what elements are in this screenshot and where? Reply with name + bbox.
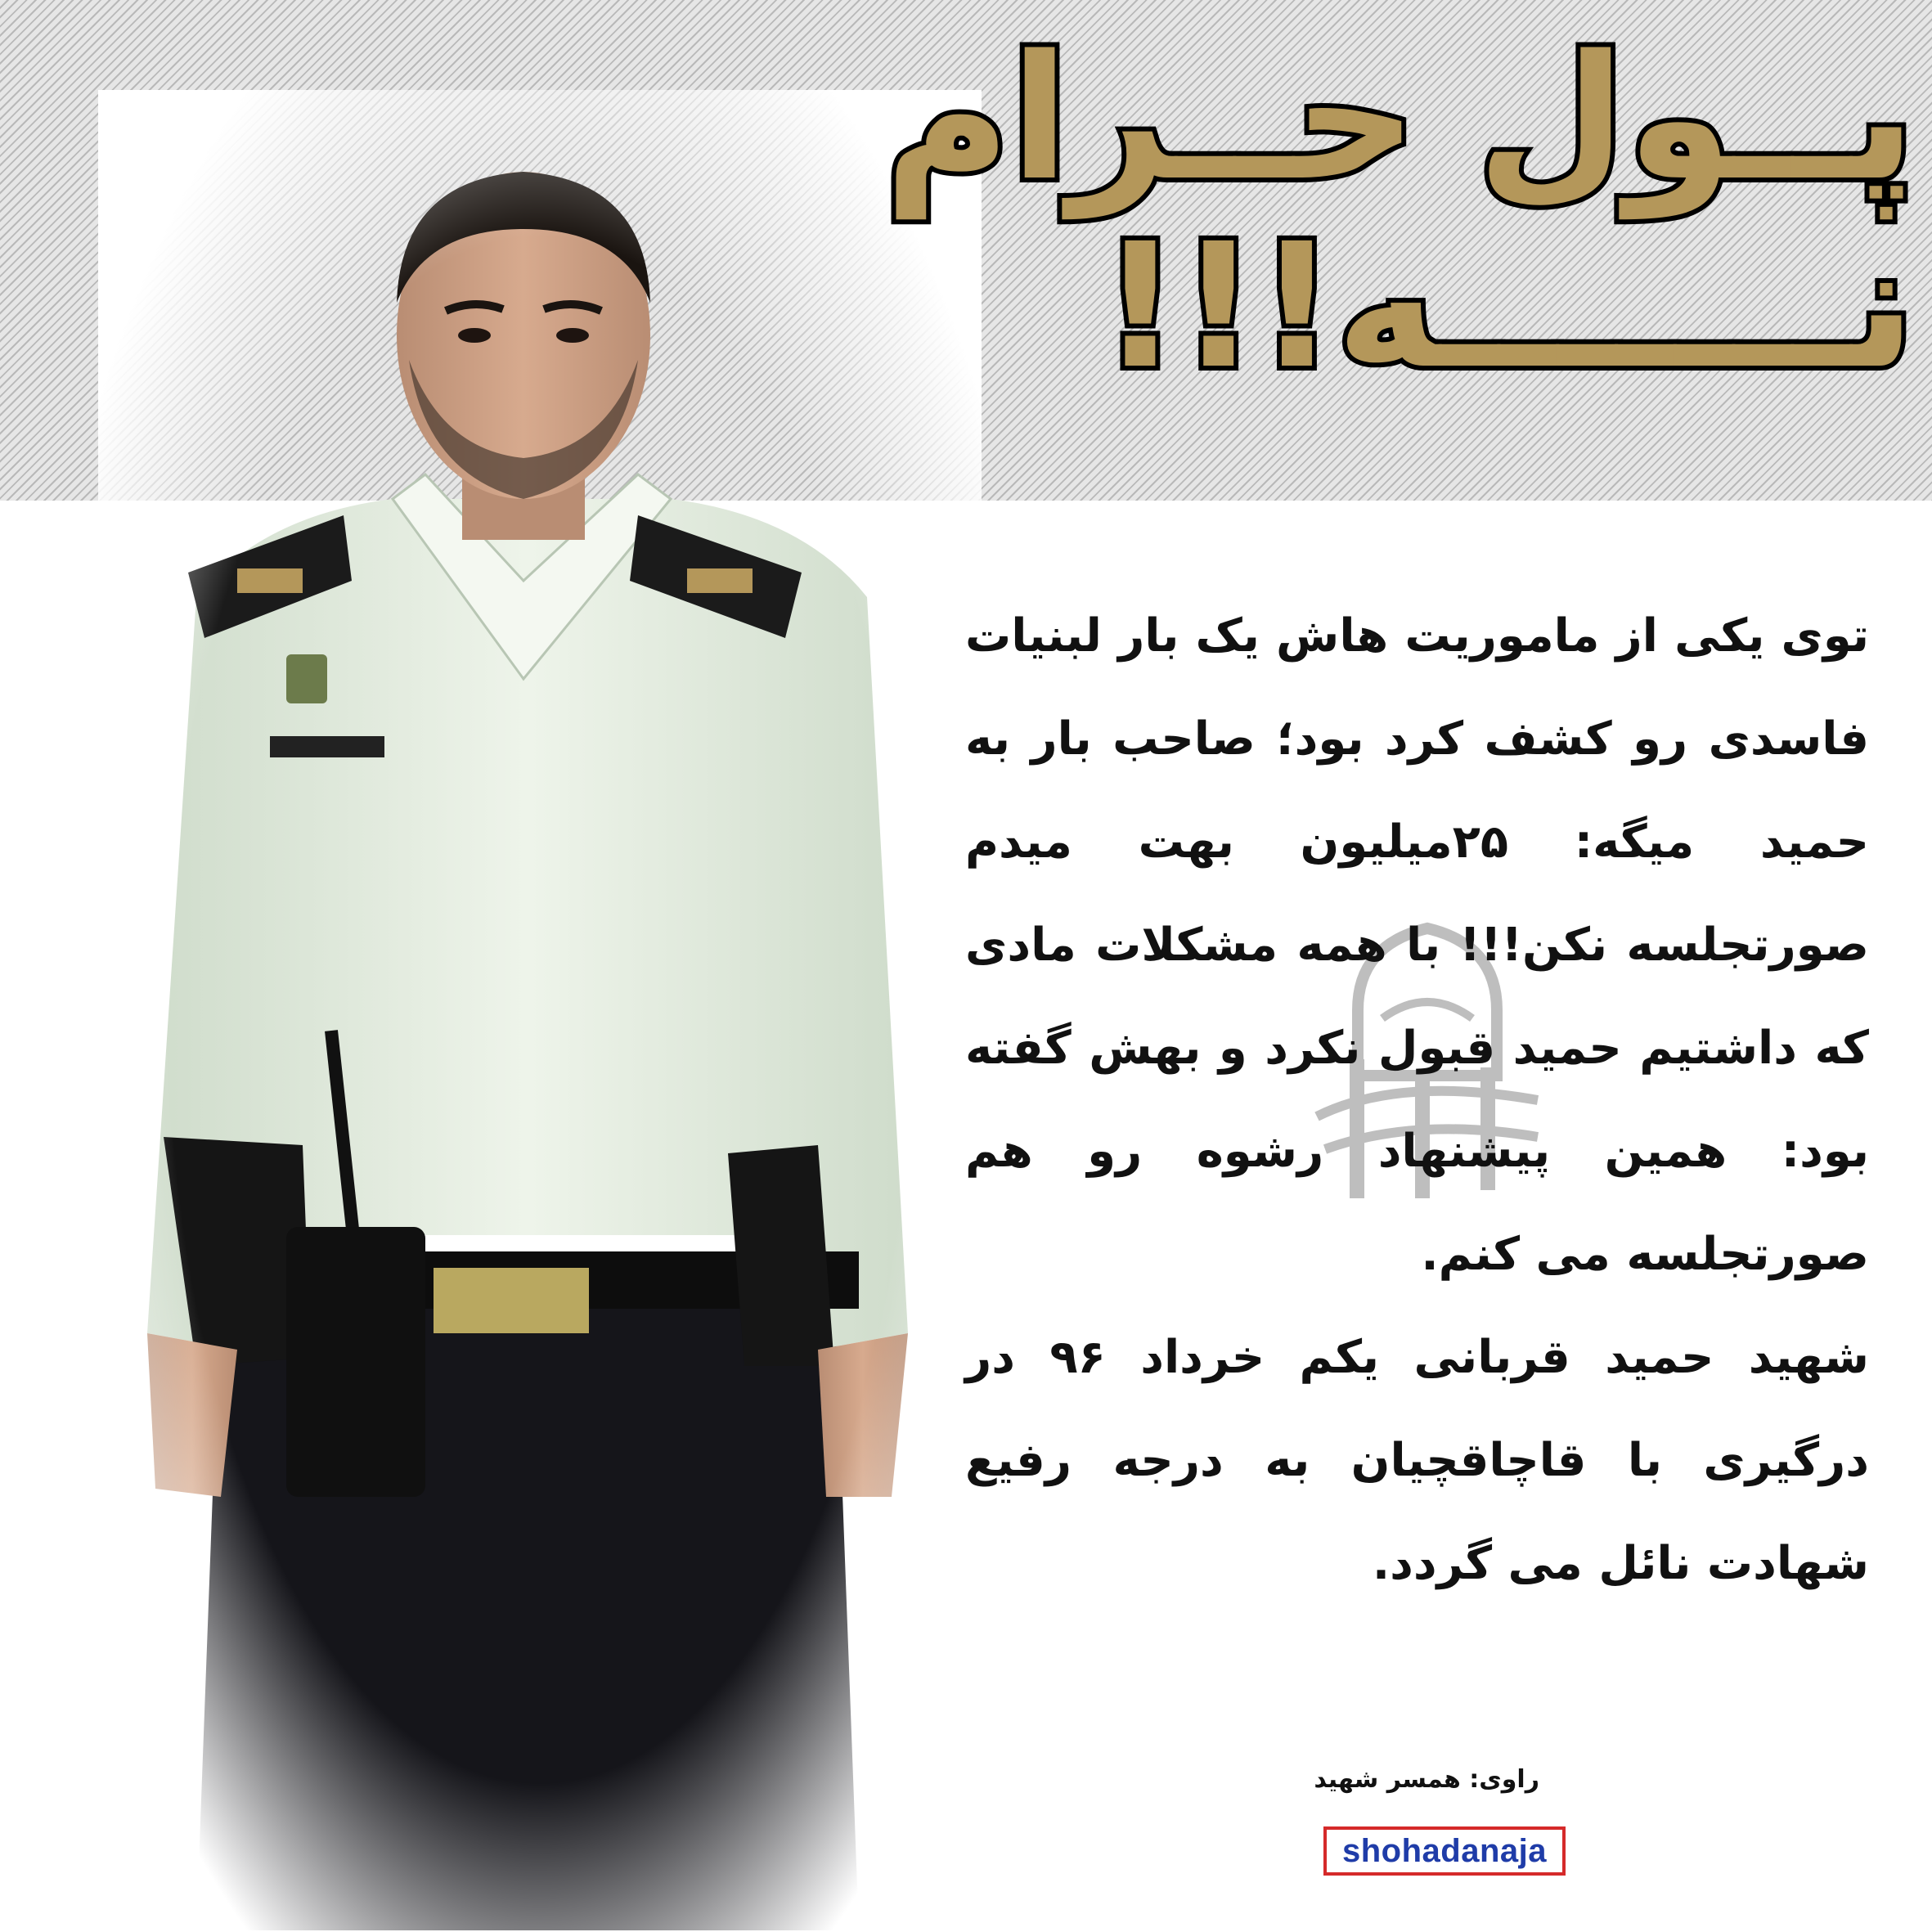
brand-box bbox=[1323, 1826, 1566, 1876]
brand-name: shohadanaja bbox=[1341, 1832, 1547, 1869]
officer-portrait bbox=[98, 90, 982, 1930]
story-paragraph-1: توی یکی از ماموریت هاش یک بار لبنیات فاسدی رو کشف کرد بود؛ صاحب بار به حمید میگه: ۲۵میلیون بهت میدم صورتجلسه نکن!!! با همه مشکلات مادی که داشتیم حمید قبول نکرد و بهش گفته بود: همین پیشنهاد رشوه رو هم صورتجلسه می کنم. bbox=[965, 609, 1869, 1281]
photo-fade bbox=[98, 90, 982, 1930]
story-paragraph-2: شهید حمید قربانی یکم خرداد ۹۶ در درگیری با قاچاقچیان به درجه رفیع شهادت نائل می گردد. bbox=[965, 1331, 1870, 1590]
headline-line-2: نـــــــه!!! bbox=[1101, 206, 1916, 407]
narrator-credit: راوی: همسر شهید bbox=[1314, 1765, 1539, 1794]
headline-line-1: پــول حــرام bbox=[884, 18, 1916, 218]
headline bbox=[852, 18, 1916, 474]
story-text bbox=[965, 585, 1869, 1615]
